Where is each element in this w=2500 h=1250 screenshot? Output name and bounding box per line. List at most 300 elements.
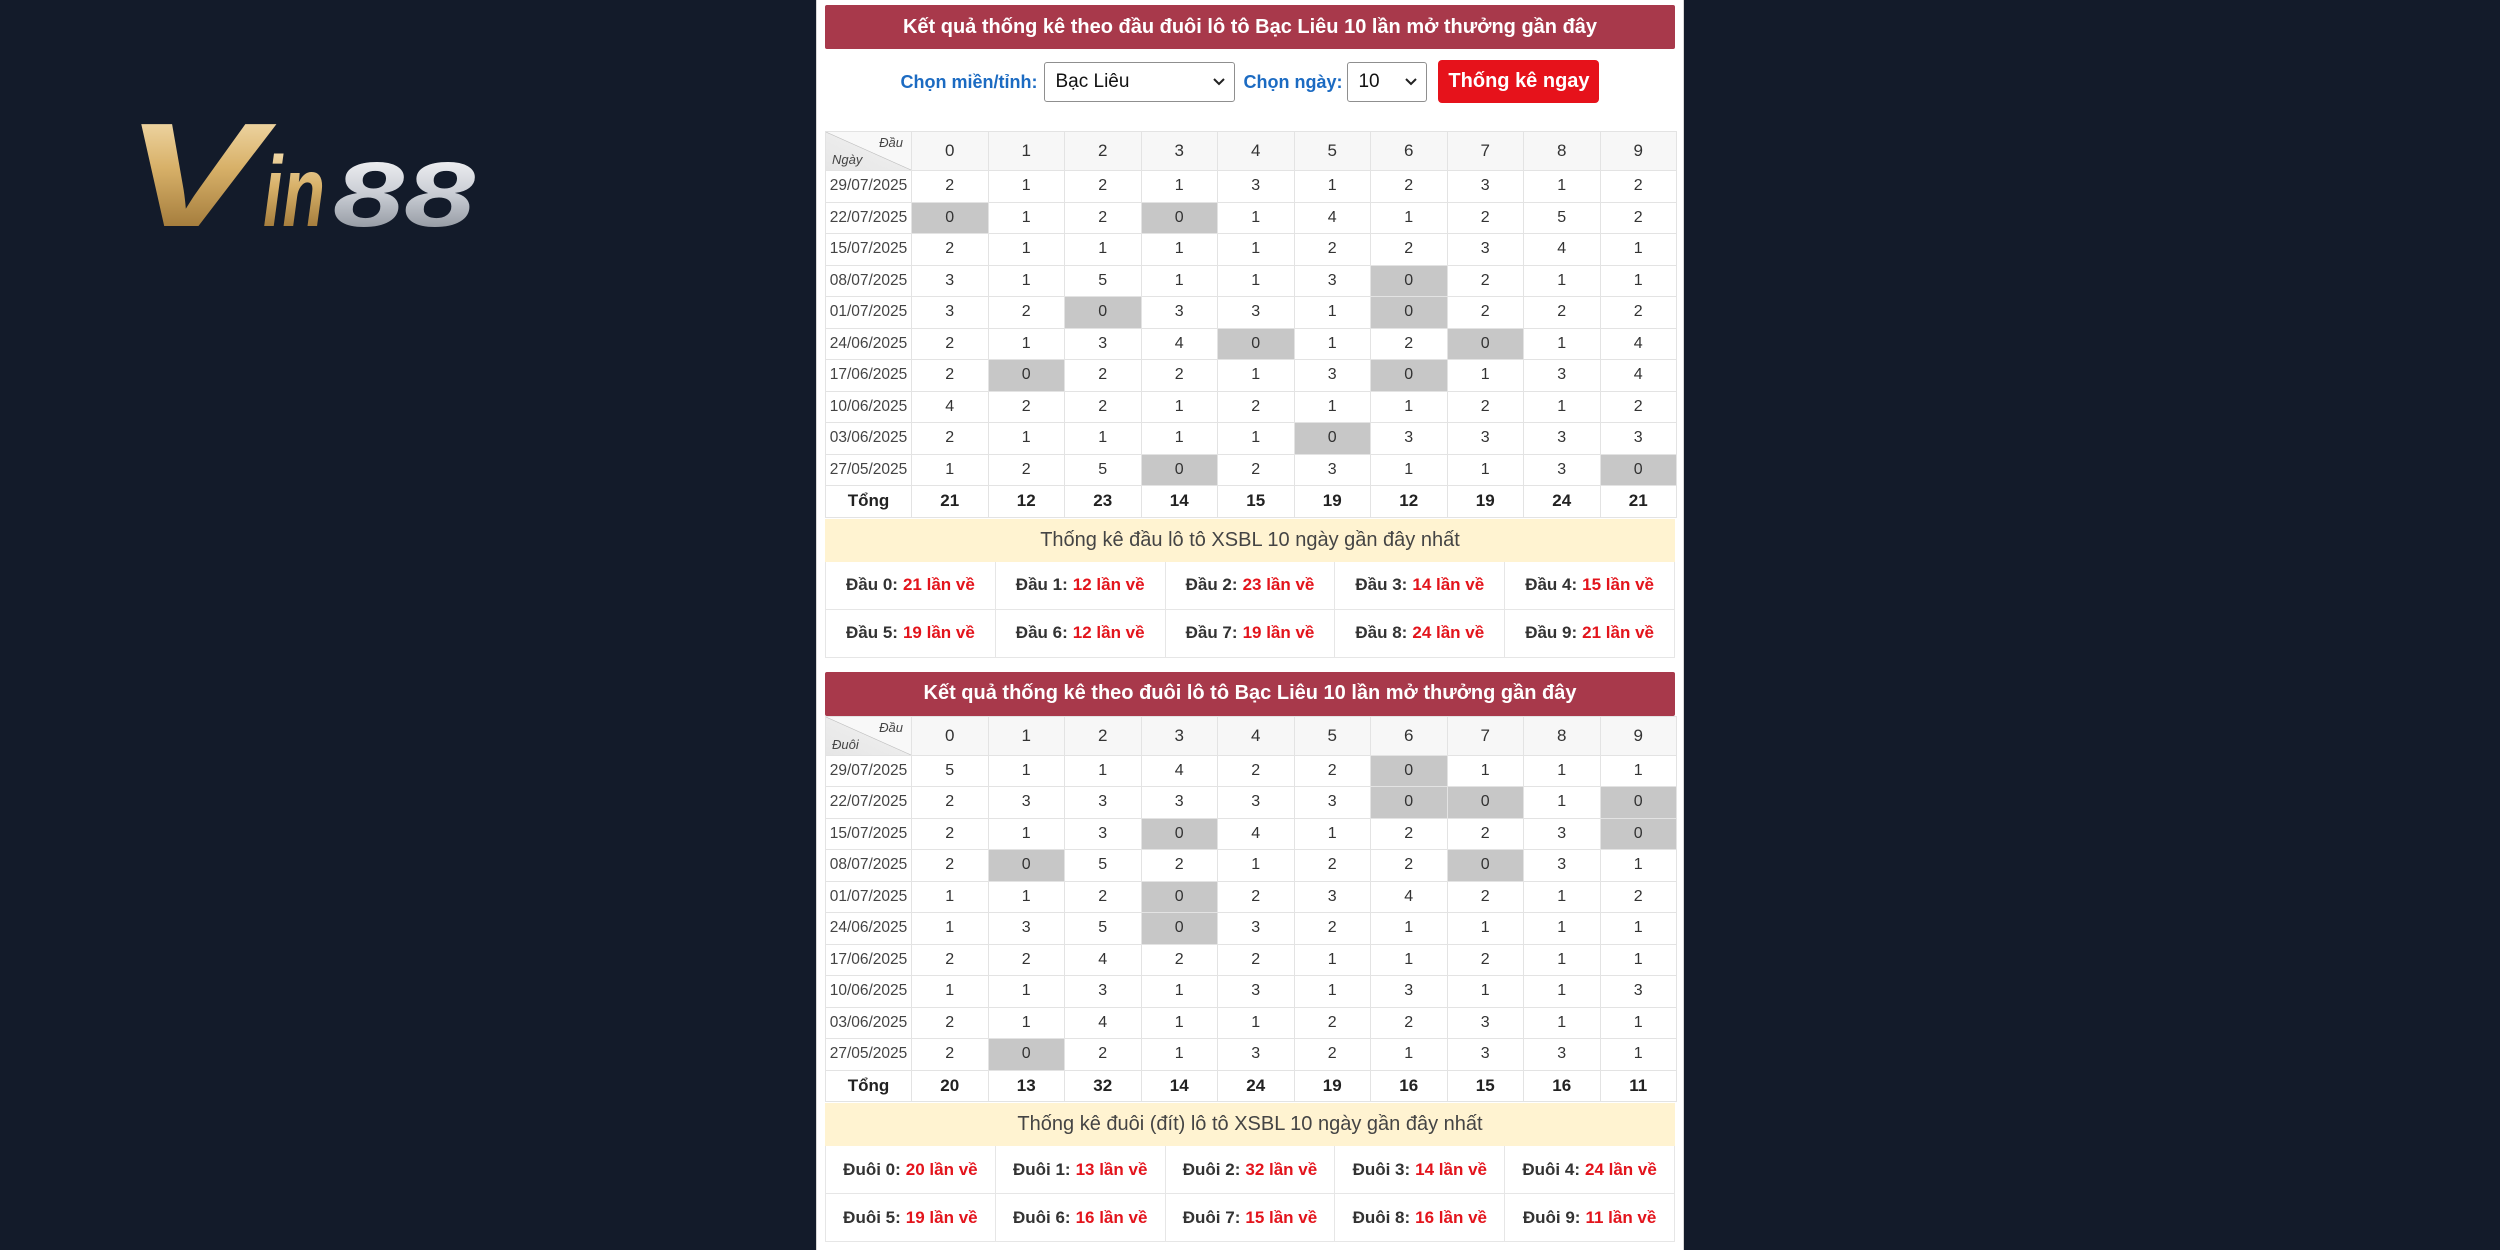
count-cell: 3 — [912, 266, 989, 298]
count-cell: 3 — [1448, 1039, 1525, 1071]
count-cell: 2 — [1218, 756, 1295, 788]
summary-item — [1166, 610, 1336, 658]
count-cell: 5 — [1065, 850, 1142, 882]
count-cell: 1 — [1601, 945, 1678, 977]
count-cell: 3 — [989, 913, 1066, 945]
count-cell: 1 — [912, 455, 989, 487]
summary-label: Đầu 2: — [1185, 575, 1238, 594]
summary-item — [1335, 1146, 1505, 1194]
summary-item — [1166, 1146, 1336, 1194]
summary-label: Đuôi 3: — [1352, 1159, 1411, 1179]
count-cell: 0 — [1371, 756, 1448, 788]
count-cell: 3 — [912, 297, 989, 329]
count-cell: 2 — [1065, 203, 1142, 235]
count-cell: 2 — [912, 171, 989, 203]
count-cell: 0 — [1142, 203, 1219, 235]
corner-bottom-label: Đuôi — [832, 736, 859, 752]
total-cell: 19 — [1448, 486, 1525, 518]
count-cell: 0 — [1371, 266, 1448, 298]
count-cell: 1 — [1524, 787, 1601, 819]
count-cell: 3 — [1218, 1039, 1295, 1071]
count-cell: 2 — [912, 234, 989, 266]
summary-item — [1335, 610, 1505, 658]
count-cell: 3 — [1371, 976, 1448, 1008]
summary-item — [1505, 562, 1675, 610]
count-cell: 2 — [1065, 882, 1142, 914]
count-cell: 1 — [1295, 976, 1372, 1008]
count-cell: 3 — [1524, 423, 1601, 455]
count-cell: 2 — [989, 945, 1066, 977]
count-cell: 3 — [1065, 819, 1142, 851]
count-cell: 0 — [1142, 455, 1219, 487]
count-cell: 3 — [1295, 787, 1372, 819]
total-cell: 11 — [1601, 1071, 1678, 1103]
count-cell: 1 — [1448, 913, 1525, 945]
total-cell: 14 — [1142, 486, 1219, 518]
count-cell: 1 — [1524, 1008, 1601, 1040]
summary-item — [826, 562, 996, 610]
summary-item — [826, 1146, 996, 1194]
row-date: 15/07/2025 — [826, 234, 912, 266]
summary-count: 11 lần về — [1585, 1207, 1657, 1227]
count-cell: 1 — [1142, 392, 1219, 424]
row-date: 22/07/2025 — [826, 787, 912, 819]
statistics-panel — [816, 0, 1684, 1250]
count-cell: 3 — [1448, 171, 1525, 203]
summary-count: 16 lần về — [1075, 1207, 1148, 1227]
row-date: 29/07/2025 — [826, 756, 912, 788]
count-cell: 3 — [1524, 819, 1601, 851]
summary-count: 12 lần về — [1072, 575, 1145, 594]
logo-letter-v: V — [124, 108, 278, 238]
count-cell: 3 — [1218, 787, 1295, 819]
count-cell: 1 — [1218, 234, 1295, 266]
summary-item — [826, 610, 996, 658]
column-header: 9 — [1601, 717, 1678, 756]
province-label: Chọn miền/tỉnh: — [900, 72, 1038, 92]
count-cell: 2 — [1371, 850, 1448, 882]
chevron-down-icon — [1404, 77, 1418, 87]
count-cell: 0 — [912, 203, 989, 235]
count-cell: 0 — [989, 1039, 1066, 1071]
count-cell: 5 — [1524, 203, 1601, 235]
count-cell: 1 — [1524, 756, 1601, 788]
summary-label: Đầu 7: — [1185, 623, 1238, 642]
row-date: 08/07/2025 — [826, 850, 912, 882]
column-header: 3 — [1142, 717, 1219, 756]
submit-button[interactable]: Thống kê ngay — [1438, 60, 1599, 103]
count-cell: 0 — [1601, 787, 1678, 819]
tail-count-table — [825, 716, 1677, 1103]
summary-label: Đầu 3: — [1355, 575, 1408, 594]
summary-count: 14 lần về — [1412, 575, 1485, 594]
count-cell: 2 — [1601, 297, 1678, 329]
corner-top-label: Đầu — [879, 135, 903, 150]
row-date: 08/07/2025 — [826, 266, 912, 298]
summary-count: 32 lần về — [1245, 1159, 1318, 1179]
count-cell: 1 — [1065, 423, 1142, 455]
count-cell: 4 — [1065, 945, 1142, 977]
column-header: 7 — [1448, 717, 1525, 756]
count-cell: 1 — [1218, 203, 1295, 235]
summary-count: 19 lần về — [902, 623, 975, 642]
days-label: Chọn ngày: — [1243, 72, 1343, 92]
count-cell: 3 — [1448, 423, 1525, 455]
column-header: 3 — [1142, 132, 1219, 171]
count-cell: 3 — [1524, 850, 1601, 882]
count-cell: 1 — [1524, 329, 1601, 361]
count-cell: 2 — [1295, 1008, 1372, 1040]
count-cell: 0 — [1371, 297, 1448, 329]
count-cell: 1 — [1142, 1008, 1219, 1040]
row-date: 24/06/2025 — [826, 329, 912, 361]
count-cell: 5 — [1065, 455, 1142, 487]
count-cell: 1 — [1371, 203, 1448, 235]
row-date: 27/05/2025 — [826, 1039, 912, 1071]
count-cell: 1 — [1371, 913, 1448, 945]
count-cell: 1 — [912, 913, 989, 945]
summary-label: Đầu 6: — [1015, 623, 1068, 642]
count-cell: 1 — [1601, 234, 1678, 266]
count-cell: 0 — [1371, 787, 1448, 819]
count-cell: 1 — [1524, 266, 1601, 298]
summary-item — [996, 1146, 1166, 1194]
count-cell: 1 — [1601, 850, 1678, 882]
count-cell: 2 — [1218, 455, 1295, 487]
count-cell: 2 — [912, 1008, 989, 1040]
count-cell: 1 — [1142, 976, 1219, 1008]
row-date: 29/07/2025 — [826, 171, 912, 203]
head-statistics-section — [825, 5, 1675, 658]
count-cell: 5 — [1065, 266, 1142, 298]
summary-item — [996, 610, 1166, 658]
count-cell: 1 — [1524, 976, 1601, 1008]
summary-item — [826, 1194, 996, 1242]
tail-summary-grid — [825, 1146, 1675, 1242]
count-cell: 1 — [1601, 1039, 1678, 1071]
count-cell: 1 — [1142, 234, 1219, 266]
summary-item — [996, 562, 1166, 610]
count-cell: 3 — [1142, 787, 1219, 819]
count-cell: 3 — [1371, 423, 1448, 455]
count-cell: 1 — [1218, 360, 1295, 392]
total-cell: 32 — [1065, 1071, 1142, 1103]
count-cell: 2 — [1065, 392, 1142, 424]
count-cell: 3 — [1524, 360, 1601, 392]
count-cell: 1 — [989, 203, 1066, 235]
count-cell: 4 — [1218, 819, 1295, 851]
count-cell: 1 — [1142, 171, 1219, 203]
count-cell: 1 — [1448, 360, 1525, 392]
count-cell: 3 — [1218, 976, 1295, 1008]
count-cell: 4 — [1142, 329, 1219, 361]
count-cell: 3 — [1295, 360, 1372, 392]
column-header: 6 — [1371, 132, 1448, 171]
total-cell: 12 — [1371, 486, 1448, 518]
count-cell: 0 — [1142, 882, 1219, 914]
column-header: 1 — [989, 717, 1066, 756]
count-cell: 2 — [1601, 882, 1678, 914]
total-cell: 15 — [1448, 1071, 1525, 1103]
count-cell: 1 — [989, 976, 1066, 1008]
count-cell: 2 — [1065, 360, 1142, 392]
count-cell: 2 — [1448, 297, 1525, 329]
column-header: 1 — [989, 132, 1066, 171]
count-cell: 1 — [1142, 266, 1219, 298]
count-cell: 2 — [1371, 329, 1448, 361]
count-cell: 2 — [1524, 297, 1601, 329]
count-cell: 2 — [1601, 171, 1678, 203]
total-label: Tổng — [826, 1071, 912, 1103]
summary-count: 19 lần về — [905, 1207, 978, 1227]
count-cell: 2 — [912, 850, 989, 882]
count-cell: 2 — [1448, 945, 1525, 977]
head-count-table — [825, 131, 1677, 518]
summary-label: Đuôi 2: — [1182, 1159, 1241, 1179]
row-date: 10/06/2025 — [826, 392, 912, 424]
count-cell: 1 — [1448, 455, 1525, 487]
count-cell: 2 — [1448, 203, 1525, 235]
days-select-value: 10 — [1358, 71, 1380, 92]
count-cell: 1 — [989, 1008, 1066, 1040]
count-cell: 1 — [1218, 1008, 1295, 1040]
province-select-value: Bạc Liêu — [1055, 71, 1130, 92]
summary-count: 13 lần về — [1075, 1159, 1148, 1179]
count-cell: 2 — [1295, 234, 1372, 266]
count-cell: 1 — [1295, 945, 1372, 977]
count-cell: 2 — [1448, 819, 1525, 851]
count-cell: 3 — [1448, 234, 1525, 266]
summary-label: Đuôi 7: — [1182, 1207, 1241, 1227]
summary-label: Đuôi 8: — [1352, 1207, 1411, 1227]
summary-item — [1166, 562, 1336, 610]
row-date: 15/07/2025 — [826, 819, 912, 851]
total-cell: 21 — [1601, 486, 1678, 518]
summary-title: Thống kê đuôi (đít) lô tô XSBL 10 ngày gần đây nhất — [825, 1103, 1675, 1146]
summary-count: 15 lần về — [1245, 1207, 1318, 1227]
summary-label: Đầu 1: — [1015, 575, 1068, 594]
count-cell: 1 — [1524, 171, 1601, 203]
count-cell: 3 — [1218, 297, 1295, 329]
count-cell: 1 — [1218, 266, 1295, 298]
summary-count: 15 lần về — [1582, 575, 1654, 594]
summary-label: Đuôi 6: — [1012, 1207, 1071, 1227]
filter-bar — [825, 49, 1675, 131]
summary-label: Đuôi 5: — [843, 1207, 901, 1227]
count-cell: 4 — [1142, 756, 1219, 788]
count-cell: 2 — [912, 945, 989, 977]
column-header: 5 — [1295, 717, 1372, 756]
count-cell: 0 — [1448, 329, 1525, 361]
count-cell: 1 — [1371, 392, 1448, 424]
count-cell: 1 — [1524, 882, 1601, 914]
row-date: 22/07/2025 — [826, 203, 912, 235]
count-cell: 1 — [1601, 266, 1678, 298]
chevron-down-icon — [1212, 77, 1226, 87]
total-cell: 14 — [1142, 1071, 1219, 1103]
count-cell: 1 — [1524, 913, 1601, 945]
count-cell: 3 — [989, 787, 1066, 819]
count-cell: 1 — [1218, 850, 1295, 882]
total-cell: 19 — [1295, 486, 1372, 518]
count-cell: 0 — [1142, 913, 1219, 945]
count-cell: 2 — [1371, 819, 1448, 851]
column-header: 8 — [1524, 717, 1601, 756]
count-cell: 0 — [989, 360, 1066, 392]
row-date: 10/06/2025 — [826, 976, 912, 1008]
count-cell: 1 — [1601, 756, 1678, 788]
count-cell: 1 — [1448, 756, 1525, 788]
count-cell: 1 — [1371, 945, 1448, 977]
corner-top-label: Đầu — [879, 719, 903, 735]
count-cell: 2 — [1371, 234, 1448, 266]
count-cell: 1 — [989, 266, 1066, 298]
count-cell: 1 — [1295, 392, 1372, 424]
column-header: 8 — [1524, 132, 1601, 171]
section-title: Kết quả thống kê theo đuôi lô tô Bạc Liêu 10 lần mở thưởng gần đây — [825, 672, 1675, 716]
total-cell: 21 — [912, 486, 989, 518]
count-cell: 1 — [1601, 1008, 1678, 1040]
count-cell: 5 — [912, 756, 989, 788]
total-cell: 24 — [1524, 486, 1601, 518]
count-cell: 2 — [912, 329, 989, 361]
count-cell: 3 — [1218, 913, 1295, 945]
count-cell: 2 — [1218, 392, 1295, 424]
count-cell: 2 — [1142, 945, 1219, 977]
summary-count: 21 lần về — [1582, 623, 1654, 642]
total-cell: 16 — [1371, 1071, 1448, 1103]
count-cell: 1 — [1295, 171, 1372, 203]
row-date: 24/06/2025 — [826, 913, 912, 945]
count-cell: 2 — [912, 360, 989, 392]
section-title: Kết quả thống kê theo đầu đuôi lô tô Bạc Liêu 10 lần mở thưởng gần đây — [825, 5, 1675, 49]
count-cell: 2 — [989, 297, 1066, 329]
row-date: 17/06/2025 — [826, 945, 912, 977]
count-cell: 2 — [1371, 171, 1448, 203]
table-corner — [826, 717, 912, 756]
count-cell: 3 — [1065, 976, 1142, 1008]
count-cell: 2 — [989, 392, 1066, 424]
count-cell: 3 — [1142, 297, 1219, 329]
summary-label: Đầu 5: — [846, 623, 898, 642]
count-cell: 2 — [1601, 203, 1678, 235]
total-cell: 13 — [989, 1071, 1066, 1103]
count-cell: 1 — [1371, 1039, 1448, 1071]
summary-count: 24 lần về — [1584, 1159, 1657, 1179]
tail-statistics-section — [825, 672, 1675, 1243]
count-cell: 0 — [1371, 360, 1448, 392]
vin88-logo — [120, 108, 490, 238]
count-cell: 2 — [912, 1039, 989, 1071]
count-cell: 1 — [1524, 945, 1601, 977]
count-cell: 3 — [1524, 455, 1601, 487]
logo-letters-in: in — [263, 136, 325, 238]
count-cell: 1 — [1142, 1039, 1219, 1071]
summary-title: Thống kê đầu lô tô XSBL 10 ngày gần đây nhất — [825, 519, 1675, 562]
column-header: 5 — [1295, 132, 1372, 171]
count-cell: 1 — [912, 976, 989, 1008]
count-cell: 2 — [1142, 850, 1219, 882]
count-cell: 4 — [1524, 234, 1601, 266]
count-cell: 2 — [1142, 360, 1219, 392]
count-cell: 1 — [1448, 976, 1525, 1008]
column-header: 4 — [1218, 132, 1295, 171]
summary-label: Đuôi 9: — [1522, 1207, 1581, 1227]
count-cell: 0 — [1601, 455, 1678, 487]
total-label: Tổng — [826, 486, 912, 518]
count-cell: 1 — [1065, 756, 1142, 788]
summary-item — [1335, 562, 1505, 610]
count-cell: 2 — [1065, 1039, 1142, 1071]
summary-item — [1505, 610, 1675, 658]
column-header: 2 — [1065, 717, 1142, 756]
count-cell: 3 — [1218, 171, 1295, 203]
count-cell: 1 — [989, 882, 1066, 914]
count-cell: 2 — [989, 455, 1066, 487]
count-cell: 3 — [1524, 1039, 1601, 1071]
total-cell: 23 — [1065, 486, 1142, 518]
count-cell: 2 — [912, 787, 989, 819]
count-cell: 0 — [1601, 819, 1678, 851]
days-select[interactable] — [1347, 62, 1427, 102]
count-cell: 1 — [1142, 423, 1219, 455]
count-cell: 2 — [1295, 850, 1372, 882]
summary-count: 23 lần về — [1242, 575, 1315, 594]
count-cell: 0 — [1218, 329, 1295, 361]
count-cell: 2 — [1218, 882, 1295, 914]
summary-count: 12 lần về — [1072, 623, 1145, 642]
summary-label: Đuôi 4: — [1522, 1159, 1580, 1179]
count-cell: 0 — [989, 850, 1066, 882]
count-cell: 1 — [1601, 913, 1678, 945]
total-cell: 15 — [1218, 486, 1295, 518]
province-select[interactable] — [1044, 62, 1235, 102]
total-cell: 12 — [989, 486, 1066, 518]
column-header: 7 — [1448, 132, 1525, 171]
count-cell: 3 — [1601, 976, 1678, 1008]
column-header: 6 — [1371, 717, 1448, 756]
summary-item — [1505, 1194, 1675, 1242]
count-cell: 2 — [1601, 392, 1678, 424]
count-cell: 2 — [1218, 945, 1295, 977]
column-header: 0 — [912, 132, 989, 171]
count-cell: 1 — [989, 819, 1066, 851]
count-cell: 4 — [1295, 203, 1372, 235]
summary-label: Đuôi 0: — [843, 1159, 901, 1179]
count-cell: 2 — [1065, 171, 1142, 203]
count-cell: 0 — [1142, 819, 1219, 851]
count-cell: 4 — [1065, 1008, 1142, 1040]
count-cell: 3 — [1601, 423, 1678, 455]
count-cell: 2 — [912, 819, 989, 851]
summary-item — [1335, 1194, 1505, 1242]
count-cell: 3 — [1065, 787, 1142, 819]
count-cell: 2 — [1448, 392, 1525, 424]
count-cell: 1 — [1371, 455, 1448, 487]
summary-label: Đầu 0: — [846, 575, 898, 594]
row-date: 01/07/2025 — [826, 297, 912, 329]
count-cell: 4 — [1371, 882, 1448, 914]
count-cell: 1 — [1218, 423, 1295, 455]
count-cell: 2 — [1295, 913, 1372, 945]
summary-count: 14 lần về — [1415, 1159, 1487, 1179]
count-cell: 4 — [912, 392, 989, 424]
table-corner — [826, 132, 912, 171]
total-cell: 16 — [1524, 1071, 1601, 1103]
count-cell: 2 — [1448, 266, 1525, 298]
count-cell: 0 — [1448, 850, 1525, 882]
count-cell: 0 — [1448, 787, 1525, 819]
